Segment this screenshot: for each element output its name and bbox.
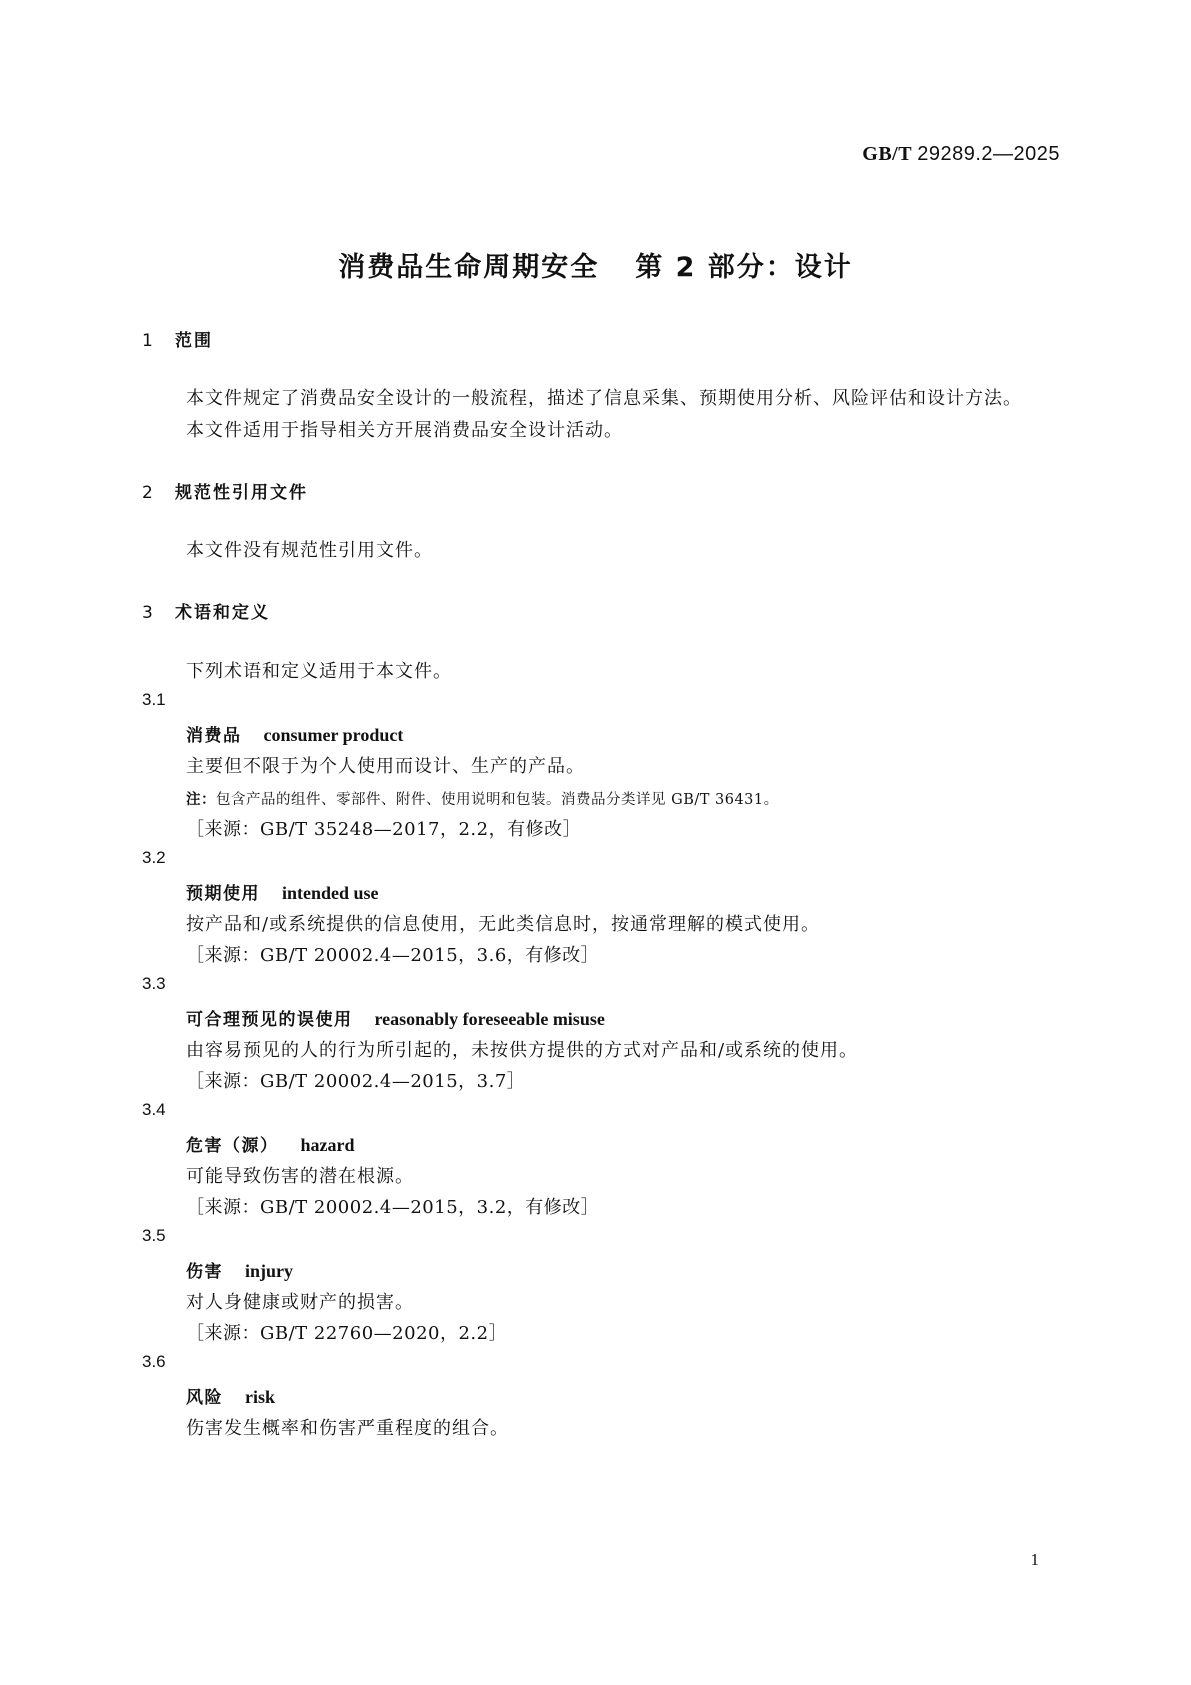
term-number: 3.5: [142, 1226, 166, 1245]
term-definition: 可能导致伤害的潜在根源。: [186, 1166, 414, 1187]
term-entry: [186, 879, 379, 904]
standard-prefix: GB/T: [862, 143, 912, 165]
section-number: 1: [142, 331, 155, 351]
title-part: 第 2 部分：设计: [635, 252, 853, 283]
term-definition: 主要但不限于为个人使用而设计、生产的产品。: [186, 756, 585, 777]
term-number: 3.3: [142, 974, 166, 993]
section-title: 术语和定义: [175, 603, 270, 623]
section-number: 3: [142, 603, 155, 623]
term-definition: 对人身健康或财产的损害。: [186, 1292, 414, 1313]
term-definition: 按产品和/或系统提供的信息使用，无此类信息时，按通常理解的模式使用。: [186, 914, 821, 935]
title-main: 消费品生命周期安全: [338, 252, 600, 283]
standard-number: [862, 143, 1060, 166]
term-zh: 可合理预见的误使用: [186, 1010, 353, 1030]
term-zh: 预期使用: [186, 884, 260, 904]
section-number: 2: [142, 483, 155, 503]
paragraph: 本文件规定了消费品安全设计的一般流程，描述了信息采集、预期使用分析、风险评估和设计方法。: [186, 388, 1022, 409]
term-en: risk: [245, 1387, 276, 1407]
note-text: 包含产品的组件、零部件、附件、使用说明和包装。消费品分类详见 GB/T 36431。: [216, 792, 779, 808]
section-heading-normative-references: [142, 478, 308, 503]
term-en: reasonably foreseeable misuse: [374, 1009, 605, 1029]
section-heading-terms: [142, 598, 270, 623]
term-zh: 危害（源）: [186, 1136, 279, 1156]
term-source: ［来源：GB/T 20002.4—2015，3.6，有修改］: [186, 945, 600, 966]
term-entry: [186, 1257, 293, 1282]
paragraph: 下列术语和定义适用于本文件。: [186, 661, 452, 682]
term-number: 3.4: [142, 1100, 166, 1119]
term-zh: 风险: [186, 1388, 223, 1408]
term-en: intended use: [282, 883, 379, 903]
term-entry: [186, 1383, 275, 1408]
term-source: ［来源：GB/T 20002.4—2015，3.7］: [186, 1071, 526, 1092]
section-title: 范围: [175, 331, 213, 351]
term-number: 3.2: [142, 848, 166, 867]
term-source: ［来源：GB/T 22760—2020，2.2］: [186, 1323, 508, 1344]
term-zh: 消费品: [186, 726, 242, 746]
term-number: 3.1: [142, 690, 166, 709]
term-definition: 伤害发生概率和伤害严重程度的组合。: [186, 1418, 509, 1439]
term-entry: [186, 721, 403, 746]
paragraph: 本文件适用于指导相关方开展消费品安全设计活动。: [186, 420, 623, 441]
section-heading-scope: [142, 326, 213, 351]
term-number: 3.6: [142, 1352, 166, 1371]
section-title: 规范性引用文件: [175, 483, 308, 503]
standard-code: 29289.2—2025: [917, 143, 1060, 165]
term-source: ［来源：GB/T 20002.4—2015，3.2，有修改］: [186, 1197, 600, 1218]
term-zh: 伤害: [186, 1262, 223, 1282]
note-label: 注：: [186, 792, 216, 808]
paragraph: 本文件没有规范性引用文件。: [186, 540, 433, 561]
term-en: hazard: [300, 1135, 355, 1155]
term-entry: [186, 1131, 355, 1156]
document-title: [0, 245, 1191, 284]
term-definition: 由容易预见的人的行为所引起的，未按供方提供的方式对产品和/或系统的使用。: [186, 1040, 859, 1061]
page-number: 1: [1030, 1550, 1039, 1569]
term-en: consumer product: [263, 725, 404, 745]
term-source: ［来源：GB/T 35248—2017，2.2，有修改］: [186, 819, 582, 840]
term-en: injury: [245, 1261, 294, 1281]
term-note: [186, 788, 779, 809]
term-entry: [186, 1005, 605, 1030]
